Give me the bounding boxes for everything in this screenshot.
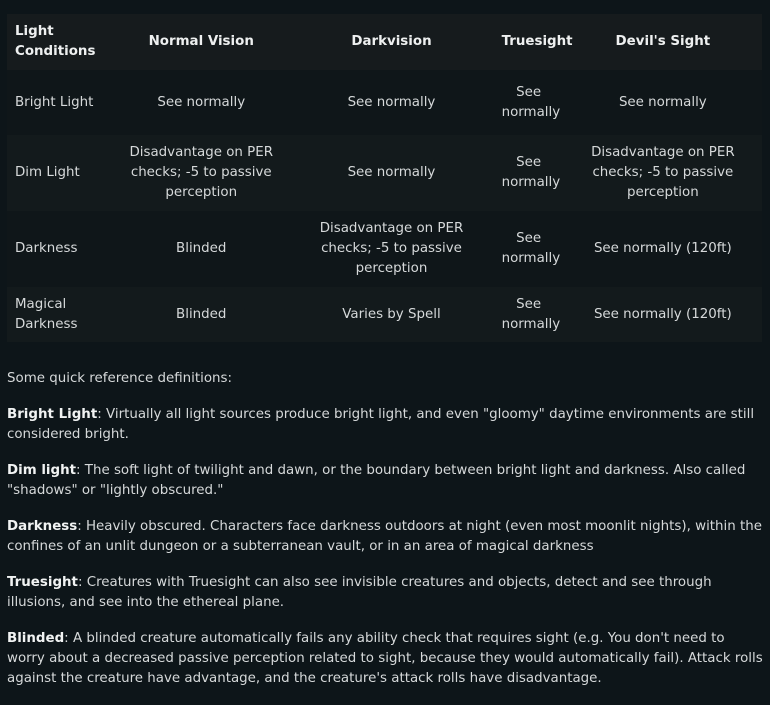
definition-term: Bright Light (7, 407, 98, 422)
cell-truesight: See normally (501, 231, 561, 266)
cell-normal-vision: Blinded (176, 241, 227, 256)
definition-term: Blinded (7, 631, 65, 646)
header-normal-vision: Normal Vision (148, 34, 254, 49)
definition-item (7, 573, 765, 613)
definitions-intro: Some quick reference definitions: (7, 371, 233, 386)
cell-devils-sight: Disadvantage on PER checks; -5 to passive perception (591, 145, 735, 200)
definition-item (7, 517, 765, 557)
header-truesight: Truesight (501, 34, 573, 49)
table-row (7, 211, 762, 287)
cell-darkvision: Varies by Spell (342, 306, 441, 322)
table-row (7, 135, 762, 211)
cell-normal-vision: Disadvantage on PER checks; -5 to passive perception (129, 145, 274, 200)
definition-text: : Creatures with Truesight can also see invisible creatures and objects, detect and see through illusions, and see into the ethereal plane. (7, 575, 712, 610)
definition-term: Dim light (7, 463, 77, 478)
cell-darkvision: See normally (347, 165, 436, 180)
table-row (7, 287, 762, 342)
cell-truesight: See normally (501, 296, 561, 332)
definition-item (7, 461, 765, 501)
cell-truesight: See normally (501, 84, 561, 120)
definition-item (7, 405, 765, 445)
cell-condition: Dim Light (15, 165, 80, 180)
cell-darkvision: See normally (347, 94, 436, 110)
cell-normal-vision: Blinded (176, 306, 227, 322)
cell-condition: Magical Darkness (15, 296, 78, 332)
cell-normal-vision: See normally (157, 94, 246, 110)
header-devils-sight: Devil's Sight (615, 34, 711, 49)
cell-devils-sight: See normally (618, 94, 707, 110)
cell-devils-sight: See normally (120ft) (593, 306, 732, 322)
definition-text: : Virtually all light sources produce bright light, and even "gloomy" daytime environments are still considered bright. (7, 407, 755, 442)
header-darkvision: Darkvision (351, 34, 432, 49)
definition-text: : A blinded creature automatically fails any ability check that requires sight (e.g. You don't need to worry about a decreased passive perception related to sight, because they would automatically fail). Attack rolls against the creature have advantage, and the creature's attack rolls have disadvantage. (7, 631, 763, 686)
cell-truesight: See normally (501, 155, 561, 190)
definitions-section (7, 369, 765, 705)
cell-devils-sight: See normally (120ft) (593, 241, 732, 256)
definition-term: Darkness (7, 519, 78, 534)
definition-item (7, 629, 765, 689)
definition-term: Truesight (7, 575, 78, 590)
cell-condition: Darkness (15, 241, 78, 256)
header-light-conditions: Light Conditions (15, 24, 96, 59)
table-header-row (7, 14, 762, 70)
definition-text: : Heavily obscured. Characters face darkness outdoors at night (even most moonlit nights), within the confines of an unlit dungeon or a subterranean vault, or in an area of magical darkness (7, 519, 762, 554)
cell-darkvision: Disadvantage on PER checks; -5 to passive perception (319, 221, 464, 276)
vision-table (7, 14, 762, 342)
table-row (7, 70, 762, 135)
cell-condition: Bright Light (15, 94, 94, 110)
definition-text: : The soft light of twilight and dawn, or the boundary between bright light and darkness. Also called "shadows" or "lightly obscured." (7, 463, 746, 498)
